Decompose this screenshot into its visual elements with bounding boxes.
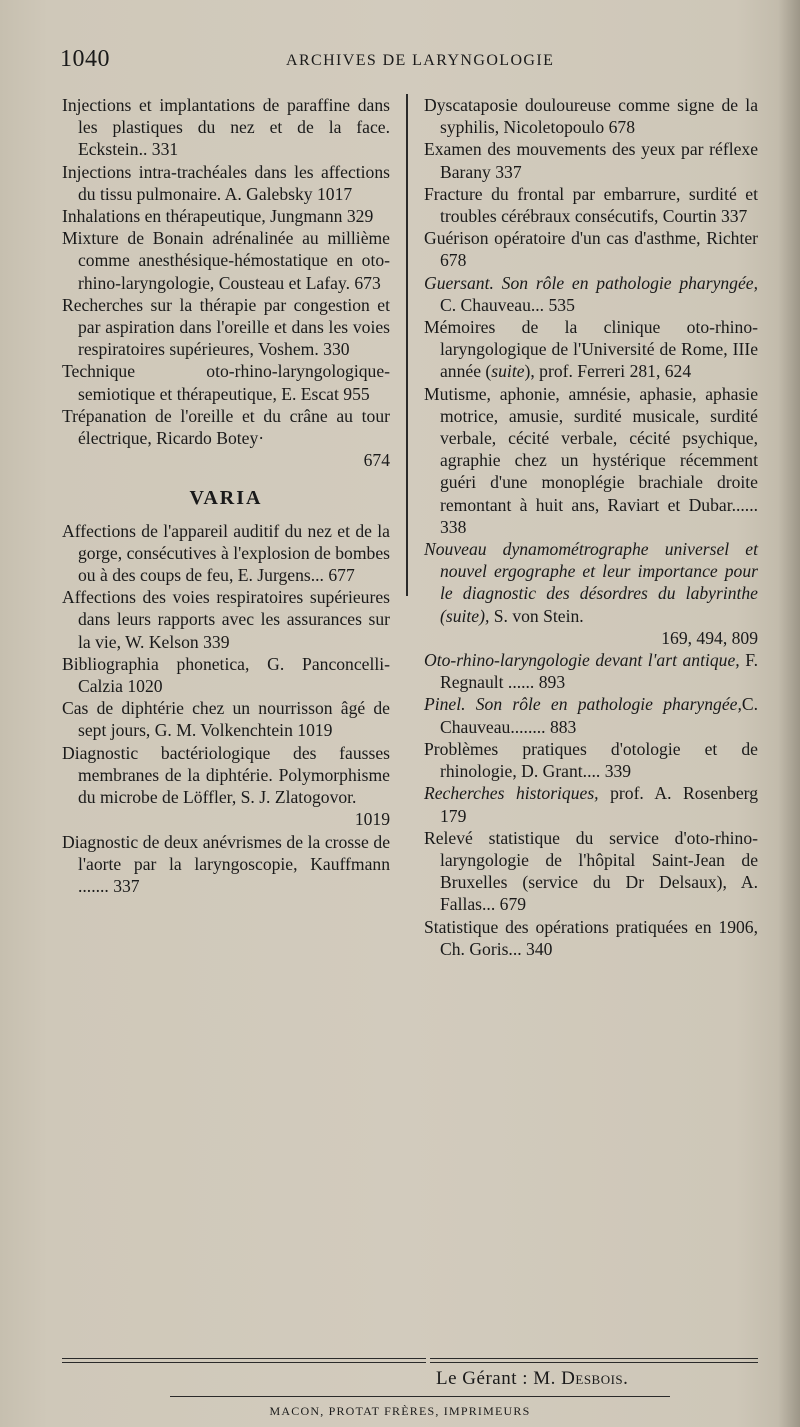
entry-text: Mémoires de la clinique oto-rhino-laryngologique de l'Université de Rome, IIIe année ( [424,317,758,382]
footer-double-rule-right [430,1358,758,1363]
entry-text: Affections de l'appareil auditif du nez et de la gorge, consécutives à l'explosion de bombes ou à des coups de feu, E. Jurgens... [62,520,390,586]
manager-signature [436,1368,628,1390]
index-entry [424,227,758,271]
page-number: 1040 [60,46,110,72]
varia-entries [62,520,390,809]
index-entry [424,272,758,316]
entry-text: Guérison opératoire d'un cas d'asthme, Richter [424,228,758,249]
index-entry [62,697,390,741]
index-entry [62,294,390,361]
entry-page: 339 [604,761,632,782]
page-edge-shadow [778,0,800,1427]
entry-page: 340 [526,938,553,959]
entry-text: C. Chauveau........ [440,694,758,737]
entry-page: 337 [113,875,140,896]
entry-page: 338 [440,516,467,537]
entry-text: ), prof. Ferreri [524,361,626,382]
index-entry [62,742,390,809]
index-entry [424,649,758,693]
index-entry [424,827,758,916]
entry-page: 281, 624 [629,361,692,382]
entry-text-italic: Pinel. Son rôle en pathologie pharyngée, [424,694,742,715]
entry-page: 535 [548,294,575,315]
entry-text: C. Chauveau... [440,294,545,315]
entry-page: 1020 [127,676,163,697]
entry-text-italic: Oto-rhino-laryngologie devant l'art antique, [424,650,740,671]
entry-text: Bibliographia phonetica, G. Panconcelli-Calzia [62,653,390,697]
index-entry [62,831,390,898]
manager-label: Le Gérant : M. [436,1368,562,1389]
entry-text: Diagnostic de deux anévrismes de la crosse de l'aorte par la laryngoscopie, Kauffmann [62,831,390,874]
index-entry-page: 169, 494, 809 [661,627,758,648]
index-entry [424,383,758,538]
entry-text: Statistique des opérations pratiquées en 1906, Ch. Goris... [424,916,758,959]
page-header [60,46,760,76]
footer-double-rule-left [62,1358,426,1363]
index-entries-right-continued [424,649,758,960]
entry-text: prof. A. Rosenberg [598,783,758,804]
entry-page: 678 [608,117,635,138]
index-entry [424,138,758,182]
entry-text: S. von Stein. [489,605,584,626]
entry-page: 679 [499,894,527,915]
index-entry [62,205,390,227]
index-entries-right [424,94,758,627]
index-entry [424,94,758,138]
manager-name: Desbois. [561,1368,629,1389]
index-entry [62,520,390,587]
index-column-right [424,94,758,960]
entry-page: 678 [440,250,467,271]
entry-page: 677 [328,565,355,586]
entry-page: 330 [323,339,350,360]
entry-text: Examen des mouvements des yeux par réflexe Barany [424,139,758,182]
entry-page: 329 [346,206,374,227]
column-divider [406,94,408,596]
entry-page: 1017 [316,183,353,204]
entry-text: Mixture de Bonain adrénalinée au millième comme anesthésique-hémostatique en oto-rhino-laryngologie, Cousteau et Lafay. [62,228,390,293]
entry-text: F. Regnault ...... [440,650,758,693]
entry-page: 883 [549,716,577,737]
entry-text: Cas de diphtérie chez un nourrisson âgé de sept jours, G. M. Volkenchtein [62,698,390,741]
index-entry [424,538,758,627]
entry-text: Problèmes pratiques d'otologie et de rhinologie, D. Grant.... [424,738,758,782]
index-entry [62,94,390,161]
entry-text: Technique oto-rhino-laryngologique-semiotique et thérapeutique, E. Escat [62,361,390,404]
entry-page: 179 [440,805,467,826]
entry-page: 339 [203,631,230,652]
entry-page: 1019 [297,720,333,741]
entry-text: Trépanation de l'oreille et du crâne au tour électrique, Ricardo Botey· [62,405,390,449]
entry-text-italic: Nouveau dynamométrographe universel et nouvel ergographe et leur importance pour le diagnostic des désordres du labyrinthe (suite), [424,539,758,626]
section-heading-varia: VARIA [189,487,263,510]
entry-text-italic: Guersant. Son rôle en pathologie pharyngée, [424,272,758,293]
entry-page: 337 [495,161,522,182]
entry-text-italic: suite [491,361,525,382]
index-entry [424,693,758,737]
index-entry [62,161,390,205]
index-entry [424,183,758,227]
running-title: ARCHIVES DE LARYNGOLOGIE [286,52,555,69]
printer-imprint: MACON, PROTAT FRÈRES, IMPRIMEURS [269,1404,531,1418]
entry-text-italic: Recherches historiques, [424,783,599,804]
entry-text: Recherches sur la thérapie par congestion et par aspiration dans l'oreille et dans les voies respiratoires supérieures, Voshem. [62,294,390,360]
imprint-rule [170,1396,670,1397]
index-entry [424,916,758,960]
index-entries-left [62,94,390,449]
entry-text: Inhalations en thérapeutique, Jungmann [62,206,343,227]
index-entry [62,653,390,697]
entry-page: 893 [538,672,566,693]
entry-text: Fracture du frontal par embarrure, surdité et troubles cérébraux consécutifs, Courtin [424,183,758,227]
entry-page: 337 [720,206,748,227]
index-entry [424,316,758,383]
entry-page: 673 [354,272,381,293]
index-entry [424,738,758,782]
entry-text: Injections et implantations de paraffine dans les plastiques du nez et de la face. Eckstein.. [62,95,390,160]
index-entry [62,227,390,294]
index-column-left [62,94,390,897]
entry-text: Injections intra-trachéales dans les affections du tissu pulmonaire. A. Galebsky [62,161,390,204]
entry-text: Relevé statistique du service d'oto-rhino-laryngologie de l'hôpital Saint-Jean de Bruxelles (service du Dr Delsaux), A. Fallas... [424,827,758,915]
index-entry [62,360,390,404]
entry-dots: ....... [78,875,109,896]
entry-text: Diagnostic bactériologique des fausses membranes de la diphtérie. Polymorphisme du microbe de Löffler, S. J. Zlatogovor. [62,742,390,808]
index-entry [62,586,390,653]
index-entry [62,405,390,449]
entry-text: Mutisme, aphonie, amnésie, aphasie, aphasie motrice, amusie, surdité musicale, surdité verbale, cécité verbale, cécité psychique, agraphie chez un hystérique récemment guéri d'une monoplégie brachiale droite remontant à huit ans, Raviart et Dubar...... [424,383,758,515]
entry-text: Dyscataposie douloureuse comme signe de la syphilis, Nicoletopoulo [424,95,758,138]
index-entry [424,782,758,826]
entry-page: 331 [151,139,179,160]
entry-page: 955 [343,383,370,404]
entry-text: Affections des voies respiratoires supérieures dans leurs rapports avec les assurances sur la vie, W. Kelson [62,587,390,652]
index-entry-page: 1019 [354,809,390,830]
index-entry-page: 674 [363,450,390,471]
